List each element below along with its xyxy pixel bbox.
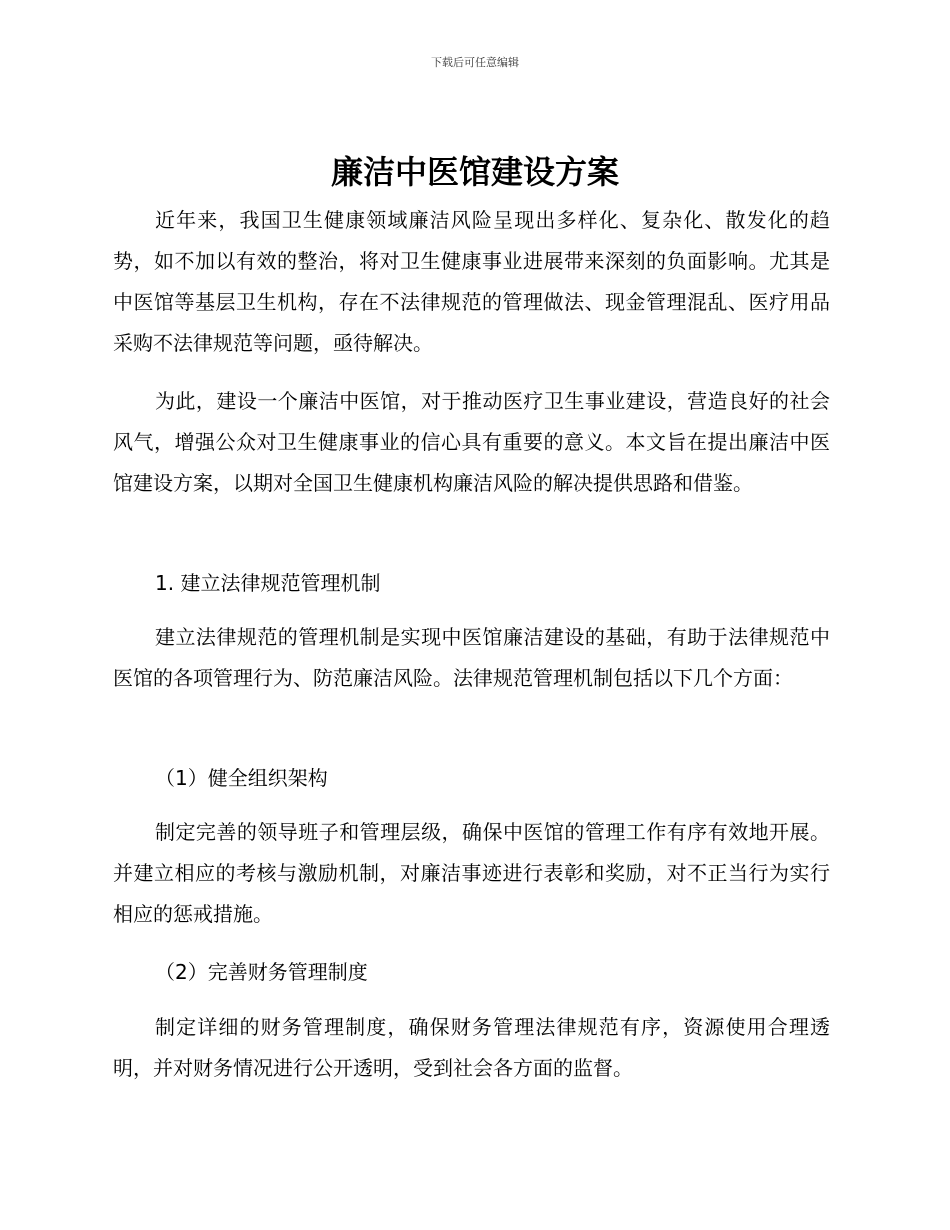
intro-paragraph-1: 近年来，我国卫生健康领域廉洁风险呈现出多样化、复杂化、散发化的趋势，如不加以有效的整治，将对卫生健康事业进展带来深刻的负面影响。尤其是中医馆等基层卫生机构，存在不法律规范的管理做法、现金管理混乱、医疗用品采购不法律规范等问题，亟待解决。: [113, 208, 830, 355]
subsection-heading-1: （1）健全组织架构: [155, 766, 328, 790]
subsection1-paragraph: 制定完善的领导班子和管理层级，确保中医馆的管理工作有序有效地开展。并建立相应的考核与激励机制，对廉洁事迹进行表彰和奖励，对不正当行为实行相应的惩戒措施。: [113, 820, 830, 926]
section1-paragraph: 建立法律规范的管理机制是实现中医馆廉洁建设的基础，有助于法律规范中医馆的各项管理行为、防范廉洁风险。法律规范管理机制包括以下几个方面：: [113, 625, 830, 690]
subsection-heading-2: （2）完善财务管理制度: [155, 960, 368, 984]
header-note: 下载后可任意编辑: [431, 56, 519, 69]
document-title: 廉洁中医馆建设方案: [330, 153, 619, 191]
section-heading-1: 1. 建立法律规范管理机制: [155, 571, 381, 595]
subsection2-paragraph: 制定详细的财务管理制度，确保财务管理法律规范有序，资源使用合理透明，并对财务情况进行公开透明，受到社会各方面的监督。: [113, 1015, 830, 1080]
intro-paragraph-2: 为此，建设一个廉洁中医馆，对于推动医疗卫生事业建设，营造良好的社会风气，增强公众对卫生健康事业的信心具有重要的意义。本文旨在提出廉洁中医馆建设方案，以期对全国卫生健康机构廉洁风险的解决提供思路和借鉴。: [113, 389, 830, 495]
